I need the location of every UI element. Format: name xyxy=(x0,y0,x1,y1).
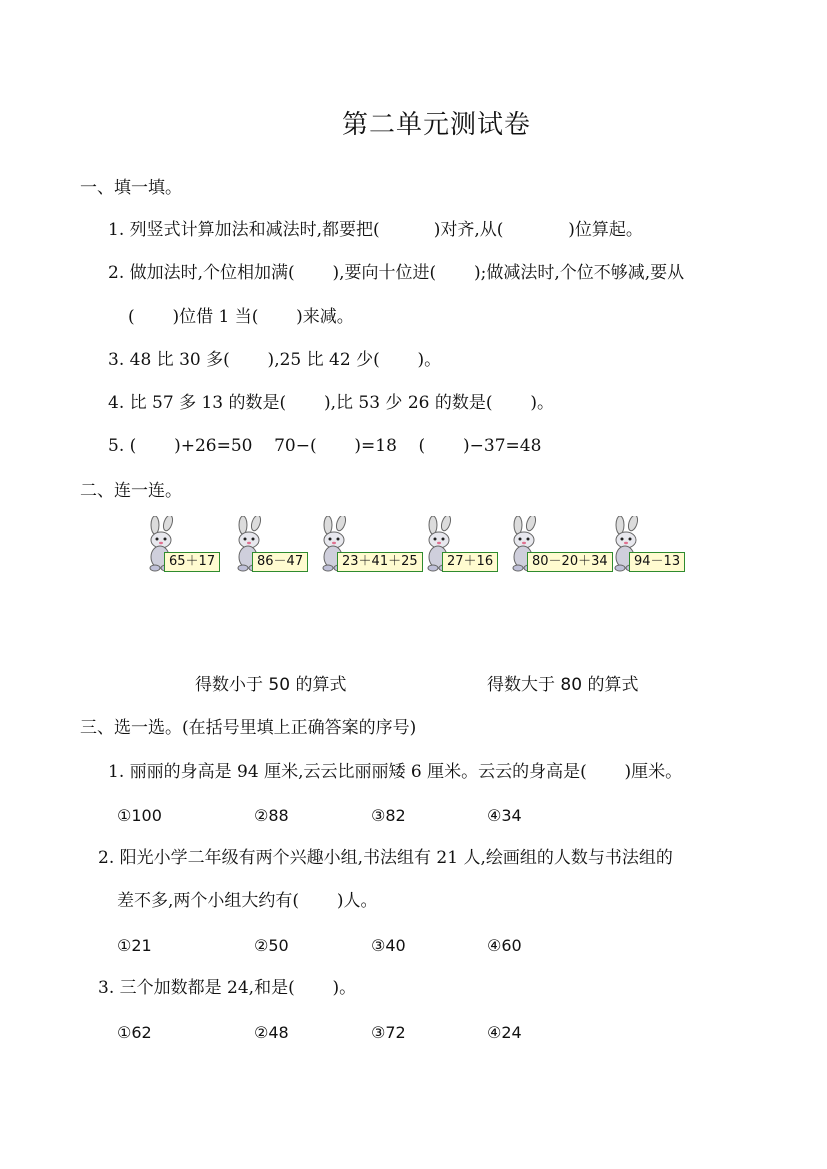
q1-option-3: ③82 xyxy=(371,806,406,825)
section-choose-heading: 三、选一选。(在括号里填上正确答案的序号) xyxy=(80,718,417,738)
section-connect-heading: 二、连一连。 xyxy=(80,481,182,501)
fill-question-3: 3. 48 比 30 多( ),25 比 42 少( )。 xyxy=(108,350,442,370)
q3-option-2: ②48 xyxy=(254,1023,289,1042)
q3-option-1: ①62 xyxy=(117,1023,152,1042)
fill-question-5: 5. ( )+26=50 70−( )=18 ( )−37=48 xyxy=(108,436,542,456)
page-title: 第二单元测试卷 xyxy=(342,110,532,140)
section-fill-heading: 一、填一填。 xyxy=(80,178,182,198)
q1-option-2: ②88 xyxy=(254,806,289,825)
fill-question-2-line-2: ( )位借 1 当( )来减。 xyxy=(128,307,354,327)
fill-question-1: 1. 列竖式计算加法和减法时,都要把( )对齐,从( )位算起。 xyxy=(108,220,643,240)
q2-option-1: ①21 xyxy=(117,936,152,955)
q3-option-3: ③72 xyxy=(371,1023,406,1042)
choose-question-2-line-1: 2. 阳光小学二年级有两个兴趣小组,书法组有 21 人,绘画组的人数与书法组的 xyxy=(98,848,673,868)
q2-option-3: ③40 xyxy=(371,936,406,955)
expression-tag: 86－47 xyxy=(252,552,308,572)
q1-option-1: ①100 xyxy=(117,806,162,825)
expression-tag: 65＋17 xyxy=(164,552,220,572)
q1-option-4: ④34 xyxy=(487,806,522,825)
q3-option-4: ④24 xyxy=(487,1023,522,1042)
expression-tag: 27＋16 xyxy=(442,552,498,572)
expression-tag: 23＋41＋25 xyxy=(337,552,423,572)
expression-tag: 80－20＋34 xyxy=(527,552,613,572)
choose-question-2-line-2: 差不多,两个小组大约有( )人。 xyxy=(117,891,378,911)
label-greater-than-80: 得数大于 80 的算式 xyxy=(487,675,639,695)
choose-question-1: 1. 丽丽的身高是 94 厘米,云云比丽丽矮 6 厘米。云云的身高是( )厘米。 xyxy=(108,762,683,782)
expression-tag: 94－13 xyxy=(629,552,685,572)
bunny-card xyxy=(611,516,781,576)
q2-option-4: ④60 xyxy=(487,936,522,955)
q2-option-2: ②50 xyxy=(254,936,289,955)
fill-question-4: 4. 比 57 多 13 的数是( ),比 53 少 26 的数是( )。 xyxy=(108,393,554,413)
label-less-than-50: 得数小于 50 的算式 xyxy=(195,675,347,695)
fill-question-2-line-1: 2. 做加法时,个位相加满( ),要向十位进( );做减法时,个位不够减,要从 xyxy=(108,263,685,283)
choose-question-3: 3. 三个加数都是 24,和是( )。 xyxy=(98,978,357,998)
